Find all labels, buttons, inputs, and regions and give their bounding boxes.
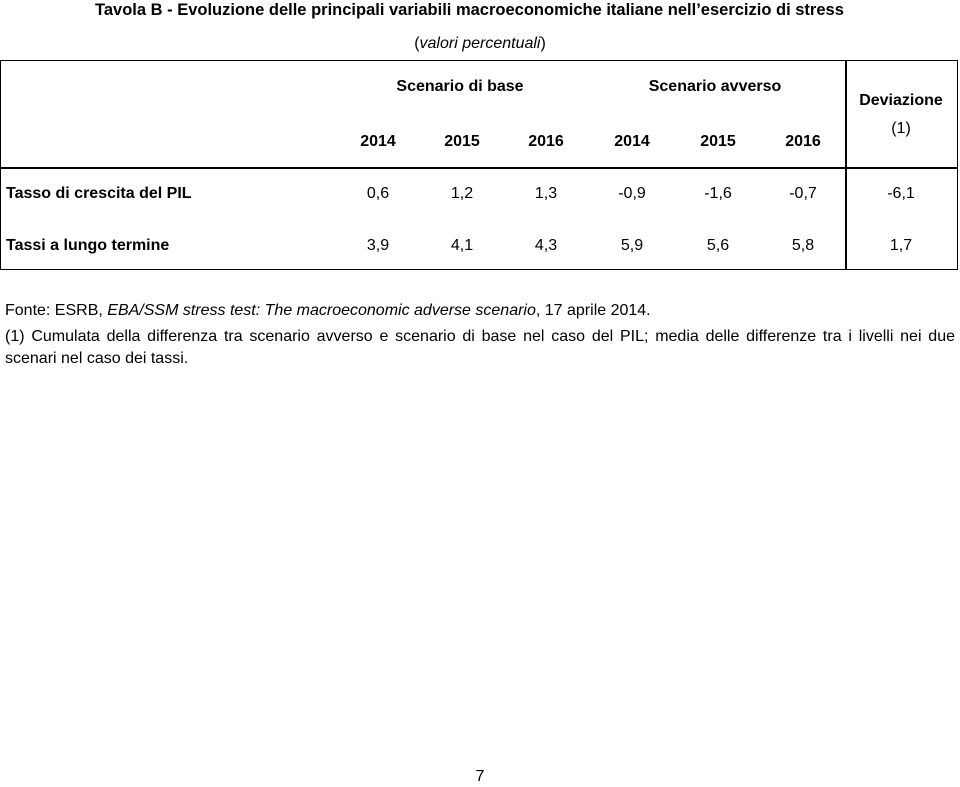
row-label-gdp-growth: Tasso di crescita del PIL [6,185,192,202]
header-year: 2016 [785,133,821,150]
table-divider-horizontal [1,167,957,169]
header-year: 2016 [528,133,564,150]
table-subtitle [0,35,960,53]
header-year: 2014 [360,133,396,150]
table-cell: 4,3 [534,237,558,254]
header-year: 2015 [700,133,736,150]
row-label-long-term-rates: Tassi a lungo termine [6,237,170,254]
header-year: 2014 [614,133,650,150]
header-year: 2015 [444,133,480,150]
header-deviation-note: (1) [891,120,911,137]
table-cell: 5,9 [620,237,644,254]
page-number: 7 [475,768,485,785]
subtitle-open: ( [414,35,420,52]
table-cell: 5,8 [791,237,815,254]
table-cell: 5,6 [706,237,730,254]
source-line [5,302,651,320]
source-prefix: Fonte: ESRB, [5,302,108,319]
header-scenario-adverse: Scenario avverso [648,78,782,95]
table-cell: 1,3 [534,185,558,202]
table-cell: 1,2 [450,185,474,202]
table-cell: -0,9 [618,185,646,202]
table-cell-deviation: 1,7 [889,237,913,254]
data-table [0,60,958,270]
source-suffix: , 17 aprile 2014. [535,302,651,319]
subtitle-close: ) [540,35,546,52]
table-cell-deviation: -6,1 [887,185,915,202]
source-title: EBA/SSM stress test: The macroeconomic adverse scenario [107,302,536,319]
table-cell: -1,6 [704,185,732,202]
table-cell: 0,6 [366,185,390,202]
table-divider-vertical [845,61,847,269]
table-cell: 3,9 [366,237,390,254]
footnote: (1) Cumulata della differenza tra scenario avverso e scenario di base nel caso del PIL; media delle differenze tra i livelli nei due scenari nel caso dei tassi. [5,328,955,367]
table-title: Tavola B - Evoluzione delle principali variabili macroeconomiche italiane nell’esercizio di stress [95,1,844,19]
subtitle-text: valori percentuali [419,35,541,52]
header-deviation: Deviazione [859,92,943,109]
table-cell: 4,1 [450,237,474,254]
header-scenario-base: Scenario di base [396,78,524,95]
table-cell: -0,7 [789,185,817,202]
